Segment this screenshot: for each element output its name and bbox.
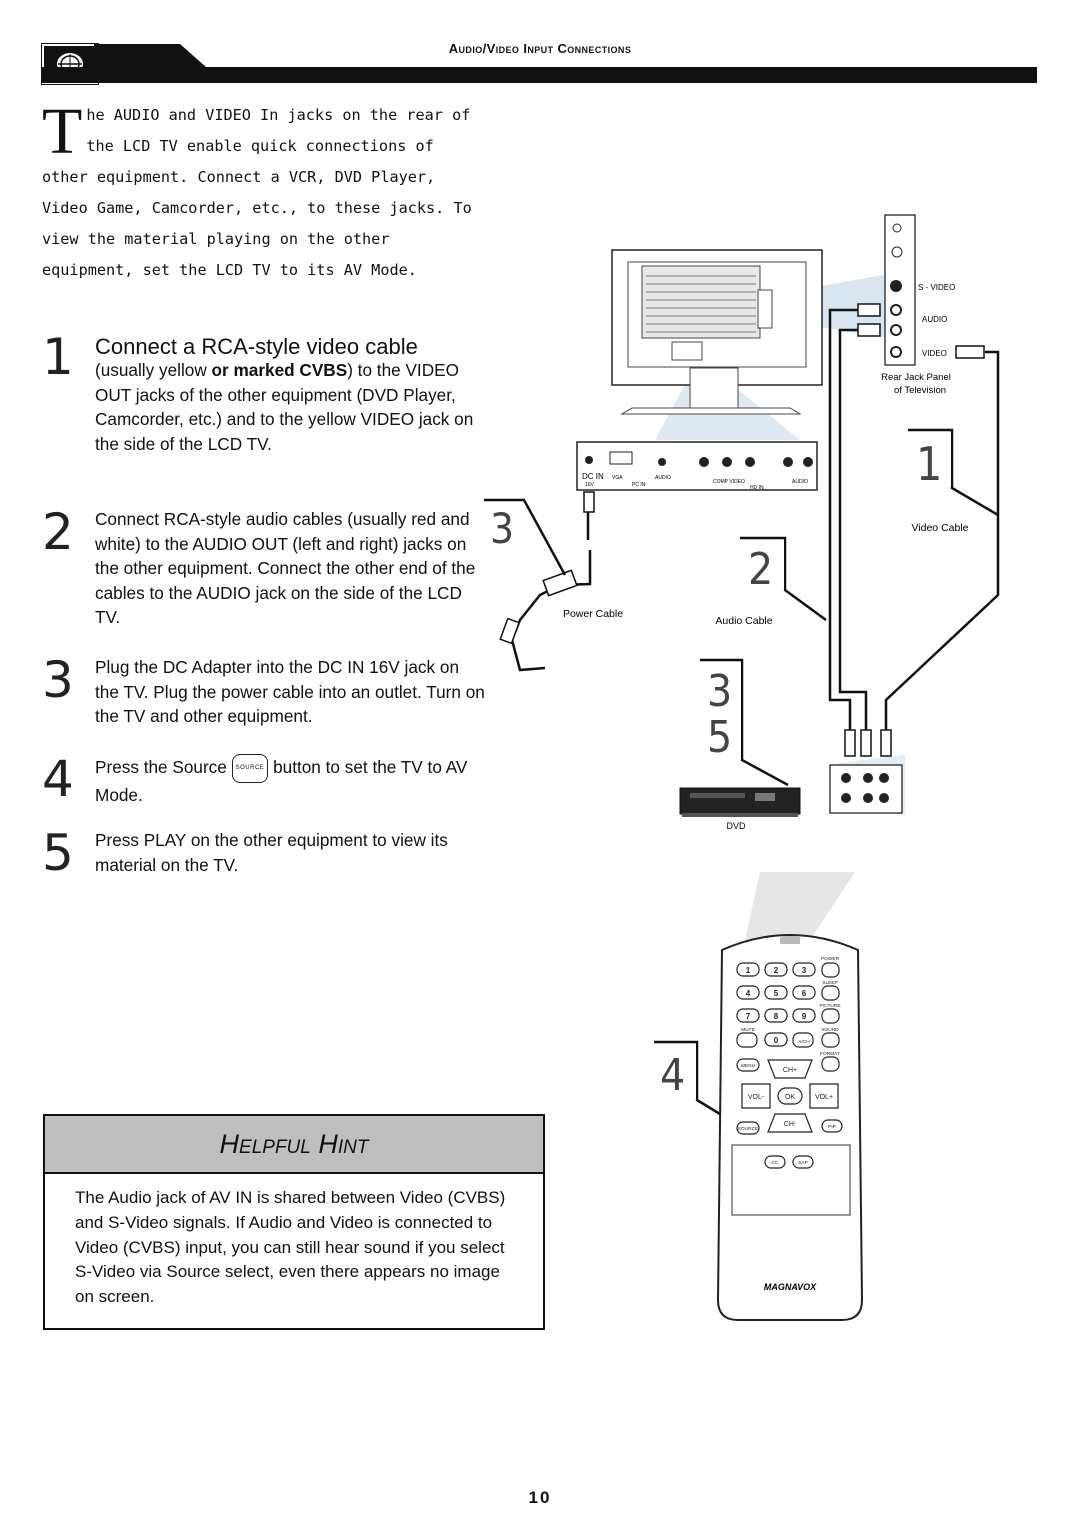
step-text: Press PLAY on the other equipment to view its material on the TV. — [95, 830, 448, 875]
remote-digit-3: 3 — [801, 966, 807, 975]
callout-2: 2 — [748, 544, 774, 595]
remote-digit-8: 8 — [773, 1012, 779, 1021]
audio-cable-label: Audio Cable — [715, 615, 773, 627]
rear-label-audio-2: AUDIO — [792, 479, 808, 485]
step-number: 3 — [42, 651, 74, 709]
callout-4: 4 — [660, 1050, 686, 1101]
step-3 — [42, 651, 487, 735]
hint-text: The Audio jack of AV IN is shared between Video (CVBS) and S-Video signals. If Audio and Video is connected to Video (CVBS) input, you can still hear sound if you select S-Video via Source select, even there appears no image on screen. — [75, 1188, 506, 1307]
step-5 — [42, 824, 487, 888]
remote-digit-0: 0 — [773, 1036, 779, 1045]
remote-brand-logo: MAGNAVOX — [763, 1282, 817, 1292]
rear-label-comp-video: COMP VIDEO — [713, 479, 745, 485]
remote-label-cc: CC — [771, 1161, 779, 1166]
step-number: 4 — [42, 750, 74, 808]
remote-label-vol-minus: VOL- — [747, 1094, 765, 1101]
remote-label-sap: SAP — [798, 1161, 808, 1166]
step-text: Plug the DC Adapter into the DC IN 16V jack on the TV. Plug the power cable into an outlet. Turn on the TV and other equipment. — [95, 657, 485, 727]
step-1 — [42, 328, 487, 492]
side-label-svideo: S - VIDEO — [918, 283, 956, 292]
dvd-player-illustration — [680, 765, 902, 831]
remote-label-ok: OK — [784, 1094, 796, 1101]
page-number: 10 — [528, 1488, 552, 1507]
rear-jack-strip — [577, 442, 817, 491]
remote-label-picture: PICTURE — [819, 1004, 841, 1009]
hint-title: Helpful Hint — [45, 1116, 543, 1174]
remote-label-sound: SOUND — [821, 1028, 839, 1033]
remote-label-menu: MENU — [740, 1064, 756, 1069]
callout-3-dvd: 3 — [707, 666, 733, 717]
step-number: 2 — [42, 503, 74, 561]
rear-label-dcin: DC IN — [582, 472, 604, 481]
helpful-hint-box — [43, 1114, 545, 1330]
page-title: Audio/Video Input Connections — [448, 41, 632, 56]
remote-label-ch-plus: CH+ — [782, 1067, 798, 1074]
intro-text: he AUDIO and VIDEO In jacks on the rear of the LCD TV enable quick connections of other equipment. Connect a VCR, DVD Player, Video Game, Camcorder, etc., to these jacks. To view the material playing on the other equipment, set the LCD TV to its AV Mode. — [42, 106, 472, 279]
remote-control-illustration — [718, 935, 862, 1320]
step-text: Connect RCA-style audio cables (usually red and white) to the AUDIO OUT (left and right) jacks on the other equipment. Connect the other end of the cables to the AUDIO jack on the side of the LCD TV. — [95, 509, 476, 628]
remote-label-mute: MUTE — [741, 1028, 755, 1033]
remote-label-ach: A/CH — [798, 1040, 810, 1045]
remote-digit-2: 2 — [773, 966, 779, 975]
remote-digit-1: 1 — [745, 966, 751, 975]
step-text: Press the Source SOURCE button to set the TV to AV Mode. — [95, 754, 487, 807]
source-button-icon: SOURCE — [232, 754, 269, 783]
step-text: (usually yellow or marked CVBS) to the VIDEO OUT jacks of the other equipment (DVD Player, Camcorder, etc.) and to the yellow VIDEO jack on the side of the LCD TV. — [95, 360, 474, 454]
callout-5: 5 — [707, 712, 733, 763]
video-cable-label: Video Cable — [911, 522, 969, 534]
callout-3-power: 3 — [490, 504, 515, 553]
connection-diagram — [480, 210, 1040, 1330]
remote-digit-5: 5 — [773, 989, 779, 998]
remote-label-source: SOURCE — [737, 1127, 759, 1132]
intro-dropcap: T — [42, 95, 83, 168]
rear-jack-panel-label: Rear Jack Panel — [881, 372, 951, 383]
side-label-video: VIDEO — [922, 349, 947, 358]
side-label-audio: AUDIO — [922, 315, 948, 324]
rear-label-audio: AUDIO — [655, 475, 671, 481]
header-bar — [42, 42, 1038, 84]
callout-1: 1 — [916, 437, 943, 491]
remote-label-sleep: SLEEP — [822, 981, 838, 986]
step-title: Connect a RCA-style video cable — [95, 334, 418, 359]
remote-digit-7: 7 — [745, 1012, 751, 1021]
rear-label-hdin: HD IN — [750, 485, 764, 491]
remote-label-vol-plus: VOL+ — [814, 1094, 834, 1101]
remote-label-pip: PIP — [828, 1125, 836, 1130]
step-4 — [42, 750, 487, 814]
intro-paragraph — [42, 95, 482, 286]
rear-label-16v: 16V — [585, 482, 594, 488]
remote-digit-4: 4 — [745, 989, 751, 998]
step-number: 5 — [42, 824, 74, 882]
rear-label-vga: VGA — [612, 475, 623, 481]
step-text-bold: or marked CVBS — [211, 360, 348, 380]
remote-label-ch-minus: CH- — [783, 1121, 797, 1128]
step-2 — [42, 503, 487, 637]
step-number: 1 — [42, 328, 74, 386]
of-television-label: of Television — [893, 385, 947, 396]
power-cable-label: Power Cable — [562, 608, 624, 620]
rear-label-pcin: PC IN — [632, 482, 646, 488]
remote-label-power: POWER — [820, 957, 840, 962]
tv-rear-illustration — [612, 250, 822, 414]
side-jack-panel — [881, 215, 955, 396]
remote-label-format: FORMAT — [820, 1052, 840, 1057]
remote-digit-6: 6 — [801, 989, 807, 998]
dvd-label: DVD — [726, 821, 746, 831]
remote-digit-9: 9 — [801, 1012, 807, 1021]
